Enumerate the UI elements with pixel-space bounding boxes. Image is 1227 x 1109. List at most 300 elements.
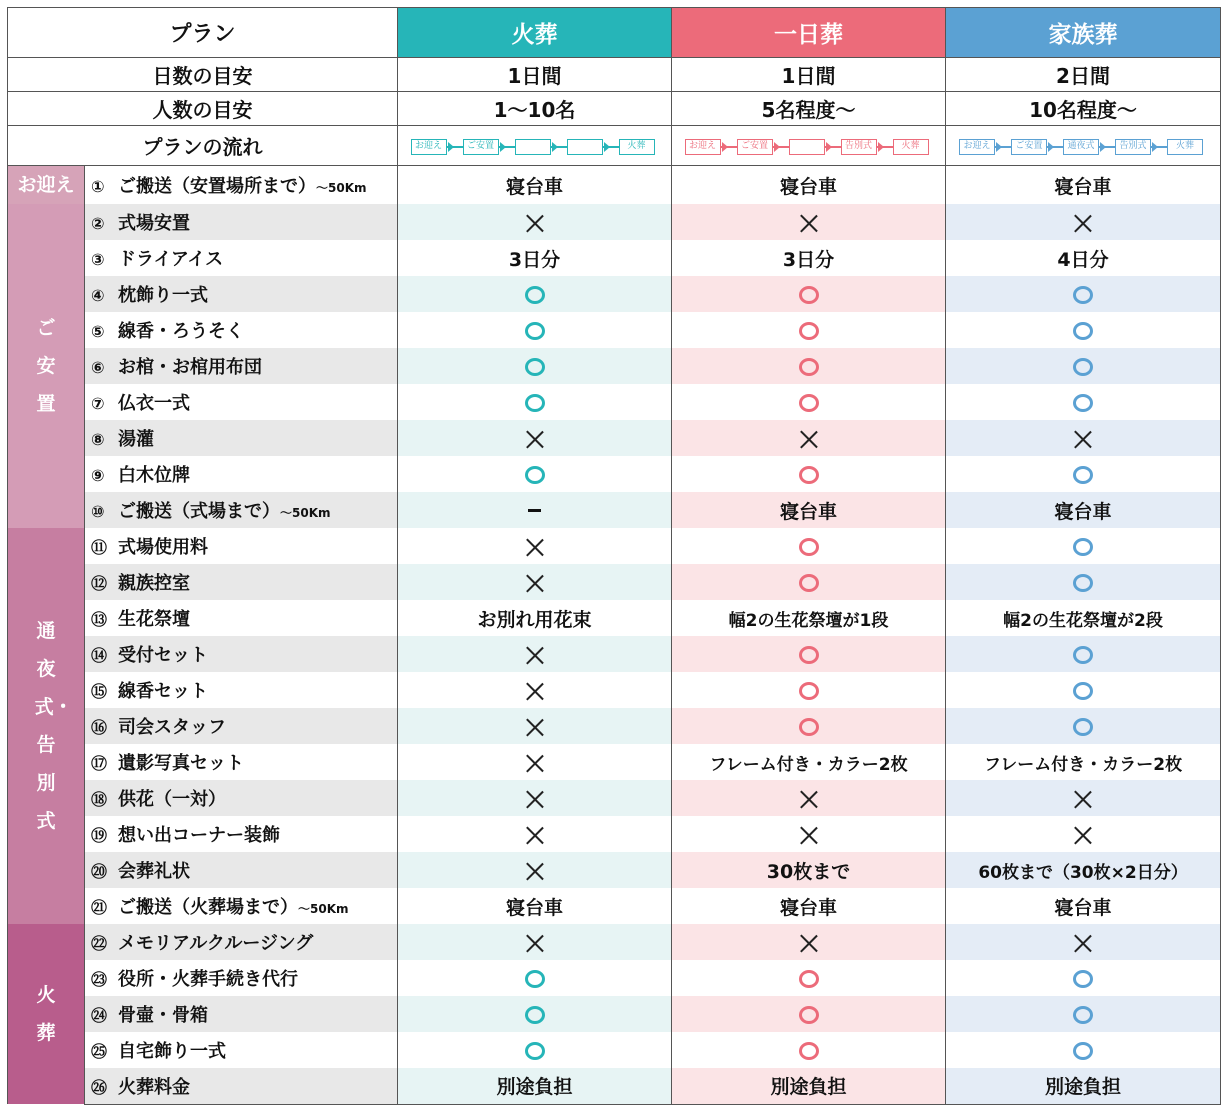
flow-arrow-icon	[996, 142, 1002, 152]
item-label-cell	[85, 204, 398, 240]
flow-step-box: ご安置	[737, 139, 773, 155]
item-label: 生花祭壇	[118, 609, 190, 630]
value-cell-oneday	[672, 420, 946, 456]
not-included-cross-icon	[800, 826, 818, 844]
item-label-cell	[85, 816, 398, 852]
value-cell-cremation	[398, 1032, 672, 1068]
value-text: 3日分	[508, 248, 561, 271]
value-cell-cremation	[398, 996, 672, 1032]
days-cremation: 1日間	[398, 58, 672, 92]
plan-name-family: 家族葬	[946, 8, 1221, 58]
item-label-cell	[85, 1032, 398, 1068]
item-label: 線香セット	[118, 681, 208, 702]
value-cell-oneday	[672, 564, 946, 600]
item-number: ㉑	[91, 898, 108, 917]
value-cell-family	[946, 384, 1221, 420]
value-cell-cremation	[398, 636, 672, 672]
flow-arrow-icon	[1152, 142, 1158, 152]
item-label: 湯灌	[118, 429, 154, 450]
flow-cell-oneday	[672, 126, 946, 166]
not-included-cross-icon	[526, 718, 544, 736]
value-cell-family	[946, 996, 1221, 1032]
value-cell-cremation	[398, 204, 672, 240]
not-included-cross-icon	[526, 682, 544, 700]
value-cell-cremation	[398, 456, 672, 492]
not-included-cross-icon	[526, 862, 544, 880]
table-row	[8, 636, 1221, 672]
item-number: ⑳	[91, 862, 108, 881]
value-cell-family	[946, 204, 1221, 240]
item-label: 仏衣一式	[118, 393, 190, 414]
value-cell-oneday	[672, 456, 946, 492]
included-circle-icon	[525, 358, 545, 376]
item-label-cell	[85, 780, 398, 816]
table-row	[8, 1032, 1221, 1068]
not-included-cross-icon	[526, 790, 544, 808]
included-circle-icon	[799, 970, 819, 988]
included-circle-icon	[1073, 538, 1093, 556]
item-number: ⑱	[91, 790, 108, 809]
item-number: ②	[91, 214, 105, 233]
days-label: 日数の目安	[8, 58, 398, 92]
value-cell-cremation	[398, 672, 672, 708]
included-circle-icon	[799, 322, 819, 340]
flow-step-box: 火葬	[893, 139, 929, 155]
value-cell-oneday	[672, 924, 946, 960]
value-cell-oneday	[672, 636, 946, 672]
value-text: 寝台車	[780, 896, 838, 919]
flow-step-box: 告別式	[1115, 139, 1151, 155]
flow-arrow-icon	[448, 142, 454, 152]
value-cell-family	[946, 708, 1221, 744]
table-row	[8, 204, 1221, 240]
item-number: ⑰	[91, 754, 108, 773]
value-cell-oneday	[672, 816, 946, 852]
not-included-cross-icon	[1074, 790, 1092, 808]
value-cell-cremation	[398, 564, 672, 600]
item-label: 司会スタッフ	[118, 717, 226, 738]
flow-arrow-icon	[774, 142, 780, 152]
plan-table-body	[8, 8, 1221, 1105]
item-label: 式場使用料	[118, 537, 208, 558]
included-circle-icon	[1073, 286, 1093, 304]
value-cell-oneday	[672, 960, 946, 996]
included-circle-icon	[1073, 682, 1093, 700]
item-label: 想い出コーナー装飾	[118, 825, 280, 846]
value-text: 別途負担	[1045, 1076, 1122, 1099]
item-number: ㉖	[91, 1077, 108, 1097]
item-label-cell	[85, 744, 398, 780]
included-circle-icon	[799, 538, 819, 556]
value-text: 4日分	[1057, 248, 1109, 271]
value-text: 寝台車	[780, 175, 838, 198]
item-number: ㉕	[91, 1042, 108, 1061]
value-text: 寝台車	[1054, 500, 1112, 523]
table-row	[8, 672, 1221, 708]
not-included-cross-icon	[526, 754, 544, 772]
not-included-cross-icon	[526, 538, 544, 556]
people-family: 10名程度～	[946, 92, 1221, 126]
not-included-cross-icon	[526, 574, 544, 592]
table-row	[8, 924, 1221, 960]
distance-note: ～50Km	[298, 902, 349, 916]
included-circle-icon	[1073, 646, 1093, 664]
item-label-cell	[85, 600, 398, 636]
value-cell-oneday	[672, 996, 946, 1032]
value-text: 幅2の生花祭壇が1段	[728, 610, 889, 631]
not-included-cross-icon	[1074, 214, 1092, 232]
value-cell-cremation	[398, 708, 672, 744]
value-cell-family	[946, 780, 1221, 816]
not-included-cross-icon	[800, 430, 818, 448]
item-label-cell	[85, 708, 398, 744]
value-text: 寝台車	[506, 175, 564, 198]
value-text: 幅2の生花祭壇が2段	[1003, 610, 1163, 631]
people-label: 人数の目安	[8, 92, 398, 126]
value-cell-family	[946, 528, 1221, 564]
flow-diagram-oneday	[685, 136, 933, 158]
flow-arrow-icon	[878, 142, 884, 152]
not-included-cross-icon	[1074, 826, 1092, 844]
item-label: 受付セット	[118, 645, 208, 666]
table-row	[8, 276, 1221, 312]
item-label: お棺・お棺用布団	[118, 357, 262, 378]
flow-cell-cremation	[398, 126, 672, 166]
value-text: フレーム付き・カラー2枚	[709, 754, 908, 775]
value-cell-family	[946, 564, 1221, 600]
flow-step-box: 通夜式	[1063, 139, 1099, 155]
value-cell-family	[946, 420, 1221, 456]
item-number: ⑪	[91, 538, 108, 557]
value-cell-family	[946, 492, 1221, 528]
included-circle-icon	[799, 646, 819, 664]
item-label-cell	[85, 960, 398, 996]
included-circle-icon	[525, 322, 545, 340]
not-included-cross-icon	[1074, 934, 1092, 952]
distance-note: ～50Km	[280, 506, 331, 520]
people-oneday: 5名程度～	[672, 92, 946, 126]
plan-name-cremation: 火葬	[398, 8, 672, 58]
value-cell-family	[946, 348, 1221, 384]
value-cell-cremation	[398, 888, 672, 924]
item-number: ⑬	[91, 610, 108, 629]
item-label-cell	[85, 996, 398, 1032]
table-row	[8, 996, 1221, 1032]
value-cell-cremation	[398, 240, 672, 276]
flow-diagram-cremation	[411, 136, 659, 158]
value-cell-cremation	[398, 744, 672, 780]
item-label-cell	[85, 276, 398, 312]
item-label: 枕飾り一式	[118, 285, 208, 306]
item-number: ㉒	[91, 934, 108, 953]
flow-arrow-icon	[1048, 142, 1054, 152]
item-label-cell	[85, 564, 398, 600]
not-included-cross-icon	[526, 430, 544, 448]
item-label: ご搬送（火葬場まで）	[118, 897, 298, 918]
item-label-cell	[85, 528, 398, 564]
not-included-cross-icon	[526, 934, 544, 952]
header-plan-row	[8, 8, 1221, 58]
item-label-cell	[85, 672, 398, 708]
item-label: 骨壷・骨箱	[118, 1005, 208, 1026]
plan-comparison-table	[7, 7, 1221, 1105]
flow-arrow-icon	[1100, 142, 1106, 152]
value-cell-family	[946, 1068, 1221, 1104]
value-cell-family	[946, 1032, 1221, 1068]
item-number: ⑥	[91, 358, 105, 377]
not-included-cross-icon	[526, 214, 544, 232]
item-number: ④	[91, 286, 105, 305]
table-row	[8, 528, 1221, 564]
header-flow-row	[8, 126, 1221, 166]
value-cell-family	[946, 276, 1221, 312]
value-cell-family	[946, 888, 1221, 924]
item-label-cell	[85, 240, 398, 276]
flow-step-box: ご安置	[463, 139, 499, 155]
included-circle-icon	[525, 1006, 545, 1024]
value-cell-oneday	[672, 708, 946, 744]
included-circle-icon	[1073, 358, 1093, 376]
item-number: ⑲	[91, 826, 108, 845]
flow-diagram-family	[959, 136, 1207, 158]
value-text: 30枚まで	[766, 860, 851, 883]
plan-name-oneday: 一日葬	[672, 8, 946, 58]
included-circle-icon	[799, 682, 819, 700]
category-rest	[8, 204, 85, 528]
category-welcome: お迎え	[8, 166, 85, 205]
item-label: ご搬送（安置場所まで）	[118, 176, 316, 197]
value-cell-cremation	[398, 924, 672, 960]
included-circle-icon	[799, 574, 819, 592]
value-cell-cremation	[398, 166, 672, 205]
table-row	[8, 744, 1221, 780]
category-ceremony	[8, 528, 85, 924]
value-cell-oneday	[672, 780, 946, 816]
included-circle-icon	[799, 358, 819, 376]
value-cell-family	[946, 744, 1221, 780]
table-row	[8, 600, 1221, 636]
days-oneday: 1日間	[672, 58, 946, 92]
value-cell-family	[946, 924, 1221, 960]
item-label-cell	[85, 1068, 398, 1104]
item-label-cell	[85, 636, 398, 672]
item-label: 供花（一対）	[118, 789, 226, 810]
table-row	[8, 492, 1221, 528]
value-cell-oneday	[672, 312, 946, 348]
item-label-cell	[85, 492, 398, 528]
header-days-row	[8, 58, 1221, 92]
value-cell-oneday	[672, 1068, 946, 1104]
not-included-cross-icon	[526, 646, 544, 664]
not-applicable-dash-icon	[528, 509, 541, 512]
value-cell-cremation	[398, 1068, 672, 1104]
value-cell-oneday	[672, 204, 946, 240]
value-cell-oneday	[672, 492, 946, 528]
value-cell-cremation	[398, 348, 672, 384]
table-row	[8, 166, 1221, 205]
table-row	[8, 780, 1221, 816]
value-text: お別れ用花束	[477, 608, 592, 631]
item-label-cell	[85, 384, 398, 420]
value-cell-oneday	[672, 348, 946, 384]
flow-step-box: お迎え	[685, 139, 721, 155]
included-circle-icon	[799, 466, 819, 484]
flow-arrow-icon	[722, 142, 728, 152]
item-label: 線香・ろうそく	[118, 321, 244, 342]
item-label-cell	[85, 312, 398, 348]
table-row	[8, 420, 1221, 456]
included-circle-icon	[799, 394, 819, 412]
value-cell-cremation	[398, 384, 672, 420]
table-row	[8, 384, 1221, 420]
flow-arrow-icon	[604, 142, 610, 152]
item-label-cell	[85, 888, 398, 924]
category-label: 通夜式・告別式	[34, 620, 73, 832]
value-cell-cremation	[398, 600, 672, 636]
value-cell-cremation	[398, 780, 672, 816]
value-text: 60枚まで（30枚×2日分）	[978, 862, 1188, 883]
item-number: ㉔	[91, 1006, 108, 1025]
flow-cell-family	[946, 126, 1221, 166]
value-text: 別途負担	[770, 1076, 847, 1099]
included-circle-icon	[1073, 466, 1093, 484]
not-included-cross-icon	[800, 214, 818, 232]
included-circle-icon	[525, 286, 545, 304]
value-cell-oneday	[672, 852, 946, 888]
not-included-cross-icon	[800, 934, 818, 952]
table-row	[8, 312, 1221, 348]
included-circle-icon	[799, 286, 819, 304]
item-number: ①	[91, 177, 105, 196]
value-text: 寝台車	[780, 500, 838, 523]
included-circle-icon	[1073, 574, 1093, 592]
included-circle-icon	[799, 718, 819, 736]
value-cell-cremation	[398, 852, 672, 888]
value-text: 寝台車	[1054, 175, 1112, 198]
table-row	[8, 240, 1221, 276]
included-circle-icon	[1073, 1042, 1093, 1060]
not-included-cross-icon	[1074, 430, 1092, 448]
included-circle-icon	[525, 970, 545, 988]
included-circle-icon	[525, 1042, 545, 1060]
value-cell-oneday	[672, 166, 946, 205]
flow-arrow-icon	[552, 142, 558, 152]
item-label-cell	[85, 348, 398, 384]
item-number: ⑤	[91, 322, 105, 341]
included-circle-icon	[1073, 322, 1093, 340]
value-cell-oneday	[672, 240, 946, 276]
item-number: ㉓	[91, 970, 108, 989]
value-text: フレーム付き・カラー2枚	[983, 754, 1183, 775]
included-circle-icon	[799, 1006, 819, 1024]
item-label: ドライアイス	[118, 249, 224, 270]
days-family: 2日間	[946, 58, 1221, 92]
item-label: 自宅飾り一式	[118, 1041, 226, 1062]
included-circle-icon	[1073, 1006, 1093, 1024]
flow-step-box	[515, 139, 551, 155]
value-cell-oneday	[672, 672, 946, 708]
item-label: 白木位牌	[118, 465, 190, 486]
value-cell-family	[946, 600, 1221, 636]
value-cell-cremation	[398, 312, 672, 348]
value-cell-cremation	[398, 816, 672, 852]
value-cell-family	[946, 672, 1221, 708]
flow-step-box: 告別式	[841, 139, 877, 155]
value-cell-cremation	[398, 276, 672, 312]
value-cell-family	[946, 166, 1221, 205]
value-cell-family	[946, 240, 1221, 276]
included-circle-icon	[1073, 970, 1093, 988]
value-cell-cremation	[398, 492, 672, 528]
item-label-cell	[85, 852, 398, 888]
not-included-cross-icon	[526, 826, 544, 844]
not-included-cross-icon	[800, 790, 818, 808]
value-cell-cremation	[398, 528, 672, 564]
flow-step-box: お迎え	[411, 139, 447, 155]
table-row	[8, 1068, 1221, 1104]
value-cell-oneday	[672, 600, 946, 636]
item-number: ⑩	[91, 502, 105, 521]
item-label-cell	[85, 924, 398, 960]
flow-arrow-icon	[500, 142, 506, 152]
table-row	[8, 816, 1221, 852]
included-circle-icon	[1073, 718, 1093, 736]
item-label-cell	[85, 420, 398, 456]
value-text: 別途負担	[496, 1076, 573, 1099]
included-circle-icon	[525, 394, 545, 412]
value-text: 寝台車	[1054, 896, 1112, 919]
value-cell-oneday	[672, 276, 946, 312]
item-number: ⑨	[91, 466, 105, 485]
item-label-cell	[85, 456, 398, 492]
table-row	[8, 708, 1221, 744]
distance-note: ～50Km	[316, 181, 367, 195]
value-cell-oneday	[672, 744, 946, 780]
people-cremation: 1～10名	[398, 92, 672, 126]
value-cell-family	[946, 636, 1221, 672]
table-row	[8, 888, 1221, 924]
value-cell-oneday	[672, 384, 946, 420]
value-cell-family	[946, 816, 1221, 852]
category-label: 火葬	[36, 984, 56, 1044]
value-cell-oneday	[672, 888, 946, 924]
item-label: 役所・火葬手続き代行	[118, 969, 298, 990]
value-cell-oneday	[672, 1032, 946, 1068]
flow-label: プランの流れ	[8, 126, 398, 166]
category-label: ご安置	[36, 317, 56, 415]
included-circle-icon	[799, 1042, 819, 1060]
item-number: ⑯	[91, 718, 108, 737]
table-row	[8, 348, 1221, 384]
table-row	[8, 564, 1221, 600]
flow-step-box: 火葬	[1167, 139, 1203, 155]
item-number: ⑦	[91, 394, 105, 413]
value-text: 寝台車	[506, 896, 564, 919]
item-label: ご搬送（式場まで）	[118, 501, 280, 522]
item-label: 式場安置	[118, 213, 190, 234]
value-cell-family	[946, 852, 1221, 888]
included-circle-icon	[1073, 394, 1093, 412]
flow-step-box	[567, 139, 603, 155]
value-text: 3日分	[782, 248, 835, 271]
value-cell-family	[946, 312, 1221, 348]
item-label-cell	[85, 166, 398, 205]
included-circle-icon	[525, 466, 545, 484]
item-label: 会葬礼状	[118, 861, 190, 882]
item-number: ⑭	[91, 646, 108, 665]
flow-step-box: ご安置	[1011, 139, 1047, 155]
flow-arrow-icon	[826, 142, 832, 152]
